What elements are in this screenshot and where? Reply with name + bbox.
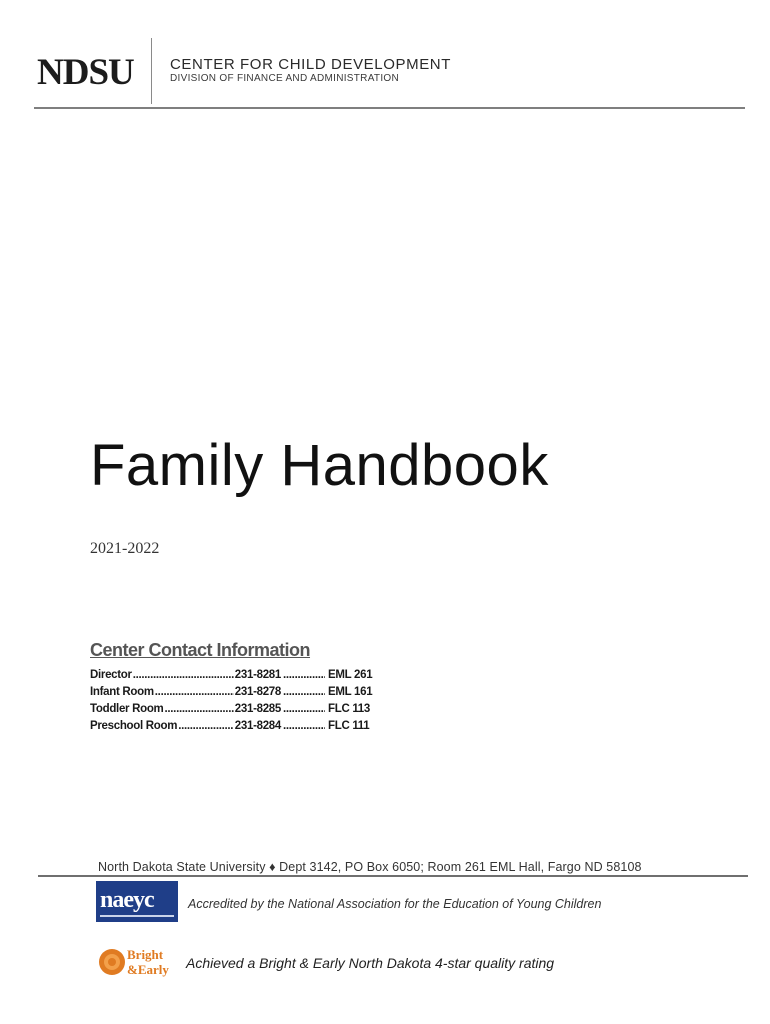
contact-row-toddler-room [90, 703, 380, 720]
contact-heading: Center Contact Information [90, 640, 311, 660]
document-year: 2021-2022 [90, 540, 160, 557]
svg-text:&Early: &Early [127, 962, 169, 977]
contact-phone: 231-8278 [234, 686, 281, 698]
naeyc-logo-text: naeyc [100, 887, 154, 913]
leader-dots [283, 703, 325, 715]
contact-phone: 231-8284 [234, 720, 281, 732]
leader-dots [283, 669, 325, 681]
leader-dots [165, 703, 234, 715]
bright-early-rating-text: Achieved a Bright & Early North Dakota 4-star quality rating [186, 955, 555, 971]
contact-row-director [90, 669, 380, 686]
leader-dots [283, 686, 325, 698]
ndsu-logo: NDSU [37, 52, 134, 93]
contact-list [90, 669, 380, 737]
bright-early-sun-icon [98, 945, 178, 979]
contact-row-preschool-room [90, 720, 380, 737]
center-name: CENTER FOR CHILD DEVELOPMENT [170, 56, 451, 73]
contact-phone: 231-8285 [234, 703, 281, 715]
contact-name: Infant Room [90, 686, 154, 698]
contact-row-infant-room [90, 686, 380, 703]
contact-phone: 231-8281 [234, 669, 281, 681]
contact-location: EML 161 [328, 686, 373, 698]
contact-location: EML 261 [328, 669, 373, 681]
leader-dots [133, 669, 234, 681]
contact-name: Toddler Room [90, 703, 164, 715]
header-divider [151, 38, 152, 104]
contact-location: FLC 111 [328, 720, 370, 732]
naeyc-logo [96, 881, 178, 922]
svg-text:Bright: Bright [127, 947, 164, 962]
leader-dots [178, 720, 234, 732]
footer-address: North Dakota State University ♦ Dept 3142, PO Box 6050; Room 261 EML Hall, Fargo ND 58108 [98, 860, 642, 874]
header-rule [34, 107, 745, 109]
contact-location: FLC 113 [328, 703, 371, 715]
document-title: Family Handbook [90, 433, 549, 498]
footer-rule [38, 875, 748, 877]
bright-early-logo [98, 945, 178, 979]
contact-name: Director [90, 669, 132, 681]
naeyc-logo-underline [100, 915, 174, 917]
leader-dots [155, 686, 234, 698]
division-name: DIVISION OF FINANCE AND ADMINISTRATION [170, 73, 400, 84]
contact-name: Preschool Room [90, 720, 178, 732]
leader-dots [283, 720, 325, 732]
naeyc-accreditation-text: Accredited by the National Association for the Education of Young Children [188, 897, 602, 911]
